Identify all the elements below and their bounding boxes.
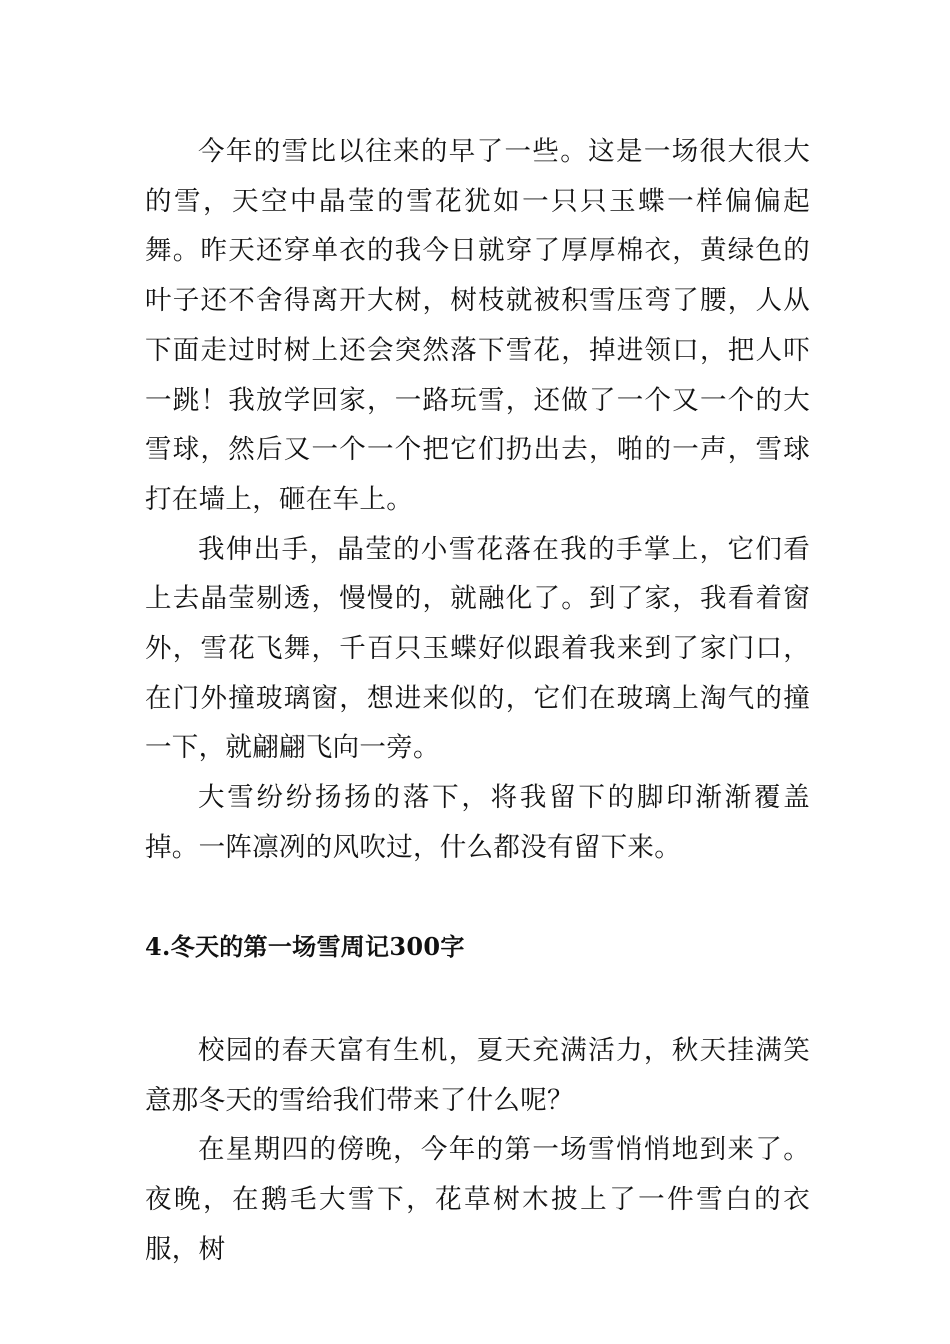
paragraph-thursday-evening: 在星期四的傍晚，今年的第一场雪悄悄地到来了。夜晚，在鹅毛大雪下，花草树木披上了一件雪白的衣服，树 [145,1134,810,1265]
section-heading: 4.冬天的第一场雪周记300字 [145,932,465,961]
paragraph-campus-seasons: 校园的春天富有生机，夏天充满活力，秋天挂满笑意那冬天的雪给我们带来了什么呢？ [145,1035,810,1116]
paragraph-footprints: 大雪纷纷扬扬的落下，将我留下的脚印渐渐覆盖掉。一阵凛冽的风吹过，什么都没有留下来。 [145,782,810,863]
document-page [145,127,810,1265]
paragraph-snowflake-hand: 我伸出手，晶莹的小雪花落在我的手掌上，它们看上去晶莹剔透，慢慢的，就融化了。到了家，我看着窗外，雪花飞舞，千百只玉蝶好似跟着我来到了家门口，在门外撞玻璃窗，想进来似的，它们在玻璃上淘气的撞一下，就翩翩飞向一旁。 [145,533,810,764]
section-2-body [145,1026,810,1275]
paragraph-snow-early: 今年的雪比以往来的早了一些。这是一场很大很大的雪，天空中晶莹的雪花犹如一只只玉蝶一样偏偏起舞。昨天还穿单衣的我今日就穿了厚厚棉衣，黄绿色的叶子还不舍得离开大树，树枝就被积雪压弯了腰，人从下面走过时树上还会突然落下雪花，掉进领口，把人吓一跳！我放学回家，一路玩雪，还做了一个又一个的大雪球，然后又一个一个把它们扔出去，啪的一声，雪球打在墙上，砸在车上。 [145,136,810,515]
